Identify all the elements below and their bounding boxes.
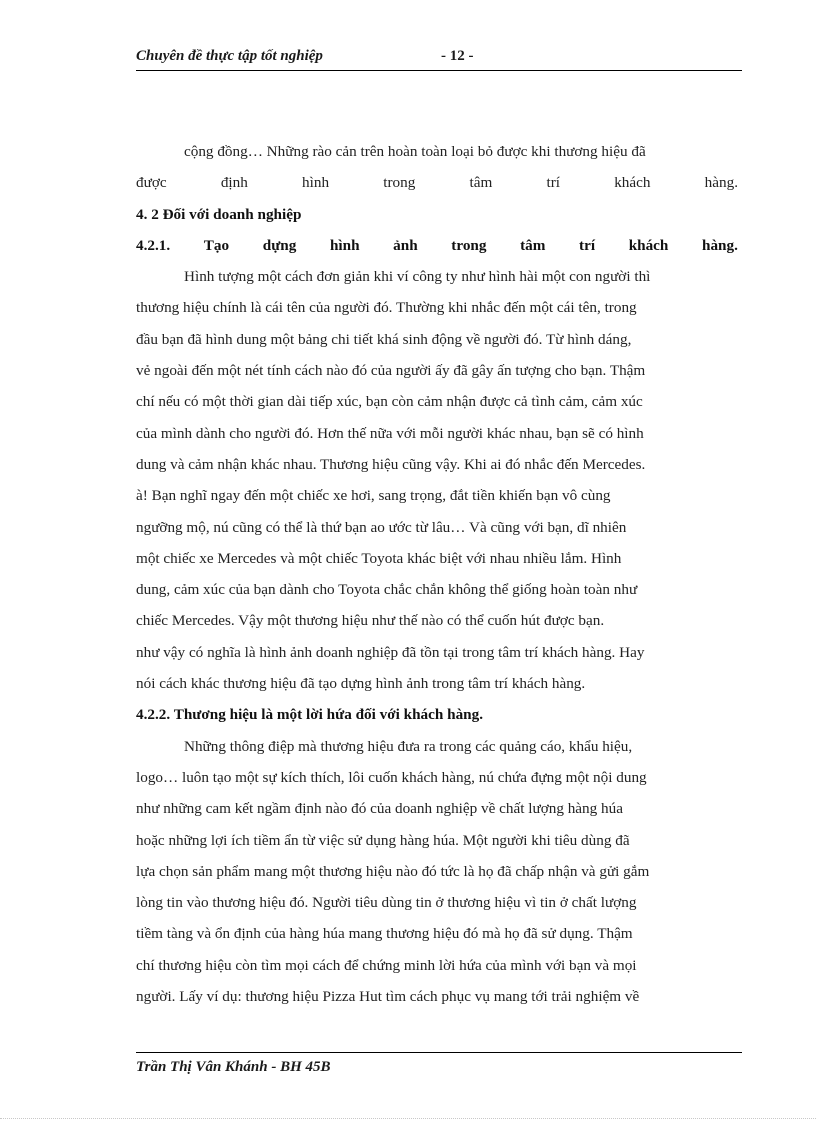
header-title: Chuyên đề thực tập tốt nghiệp: [136, 48, 323, 64]
page-header: [136, 48, 742, 71]
heading-word: 4.2.1.: [136, 236, 171, 254]
paragraph-line: một chiếc xe Mercedes và một chiếc Toyota khác biệt với nhau nhiều lắm. Hình: [136, 549, 622, 567]
paragraph-line: Những thông điệp mà thương hiệu đưa ra trong các quảng cáo, khẩu hiệu,: [184, 737, 633, 755]
paragraph-line: hoặc những lợi ích tiềm ẩn từ việc sử dụng hàng húa. Một người khi tiêu dùng đã: [136, 831, 630, 849]
word: tâm: [469, 174, 493, 192]
paragraph-line: vẻ ngoài đến một nét tính cách nào đó của người ấy đã gây ấn tượng cho bạn. Thậm: [136, 362, 646, 380]
heading-word: khách: [628, 236, 669, 254]
word: định: [220, 174, 248, 192]
word: trí: [546, 174, 560, 192]
paragraph-line: của mình dành cho người đó. Hơn thế nữa với mỗi người khác nhau, bạn sẽ có hình: [136, 424, 644, 442]
word: được: [136, 174, 167, 192]
heading-word: trong: [451, 236, 487, 254]
paragraph-line: cộng đồng… Những rào cản trên hoàn toàn loại bỏ được khi thương hiệu đã: [184, 143, 646, 160]
heading-word: hàng.: [702, 236, 738, 254]
heading-word: hình: [329, 236, 360, 254]
paragraph-line: như những cam kết ngầm định nào đó của doanh nghiệp về chất lượng hàng húa: [136, 800, 623, 818]
paragraph-line: chí nếu có một thời gian dài tiếp xúc, bạn còn cảm nhận được cả tình cảm, cảm xúc: [136, 393, 643, 411]
page-number: - 12 -: [441, 48, 474, 64]
heading-word: trí: [579, 236, 596, 254]
paragraph-line: nói cách khác thương hiệu đã tạo dựng hình ảnh trong tâm trí khách hàng.: [136, 675, 586, 693]
section-heading-4-2-1: [136, 230, 738, 261]
footer-author: Trần Thị Vân Khánh - BH 45B: [136, 1059, 331, 1075]
word: trong: [383, 174, 416, 192]
paragraph-line: dung và cảm nhận khác nhau. Thương hiệu cũng vậy. Khi ai đó nhắc đến Mercedes.: [136, 455, 646, 473]
paragraph-line: ngưỡng mộ, nú cũng có thể là thứ bạn ao ước từ lâu… Và cũng với bạn, dĩ nhiên: [136, 518, 627, 536]
document-body: [136, 136, 738, 1012]
section-heading-4-2: 4. 2 Đối với doanh nghiệp: [136, 205, 302, 223]
paragraph-line: đầu bạn đã hình dung một bảng chi tiết khá sinh động về người đó. Từ hình dáng,: [136, 330, 632, 348]
page-footer: [136, 1052, 742, 1075]
paragraph-line: lựa chọn sản phẩm mang một thương hiệu nào đó tức là họ đã chấp nhận và gửi gắm: [136, 862, 650, 880]
word: hình: [302, 174, 330, 192]
word: hàng.: [704, 174, 738, 192]
paragraph-line: thương hiệu chính là cái tên của người đó. Thường khi nhắc đến một cái tên, trong: [136, 299, 637, 317]
paragraph-line: à! Bạn nghĩ ngay đến một chiếc xe hơi, sang trọng, đắt tiền khiến bạn vô cùng: [136, 487, 611, 505]
paragraph-line: lòng tin vào thương hiệu đó. Người tiêu dùng tin ở thương hiệu vì tin ở chất lượng: [136, 894, 637, 912]
paragraph-line: dung, cảm xúc của bạn dành cho Toyota chắc chắn không thể giống hoàn toàn như: [136, 581, 638, 599]
paragraph-line: chiếc Mercedes. Vậy một thương hiệu như thế nào có thể cuốn hút được bạn.: [136, 612, 605, 630]
paragraph-line: tiềm tàng và ổn định của hàng húa mang thương hiệu đó mà họ đã sử dụng. Thậm: [136, 925, 633, 943]
page-edge-divider: [0, 1118, 816, 1119]
word: khách: [614, 174, 651, 192]
paragraph-line: Hình tượng một cách đơn giản khi ví công ty như hình hài một con người thì: [184, 268, 651, 286]
heading-word: Tạo: [203, 236, 230, 254]
paragraph-line: người. Lấy ví dụ: thương hiệu Pizza Hut tìm cách phục vụ mang tới trải nghiệm về: [136, 988, 640, 1006]
paragraph-line: chí thương hiệu còn tìm mọi cách để chứng minh lời hứa của mình với bạn và mọi: [136, 956, 637, 974]
section-heading-4-2-2: 4.2.2. Thương hiệu là một lời hứa đối với khách hàng.: [136, 706, 484, 724]
paragraph-line: logo… luôn tạo một sự kích thích, lôi cuốn khách hàng, nú chứa đựng một nội dung: [136, 768, 647, 786]
heading-word: dựng: [262, 236, 297, 254]
heading-word: ảnh: [393, 236, 418, 254]
paragraph-line: như vậy có nghĩa là hình ảnh doanh nghiệp đã tồn tại trong tâm trí khách hàng. Hay: [136, 643, 645, 661]
justified-line: [136, 167, 738, 198]
heading-word: tâm: [520, 236, 546, 254]
